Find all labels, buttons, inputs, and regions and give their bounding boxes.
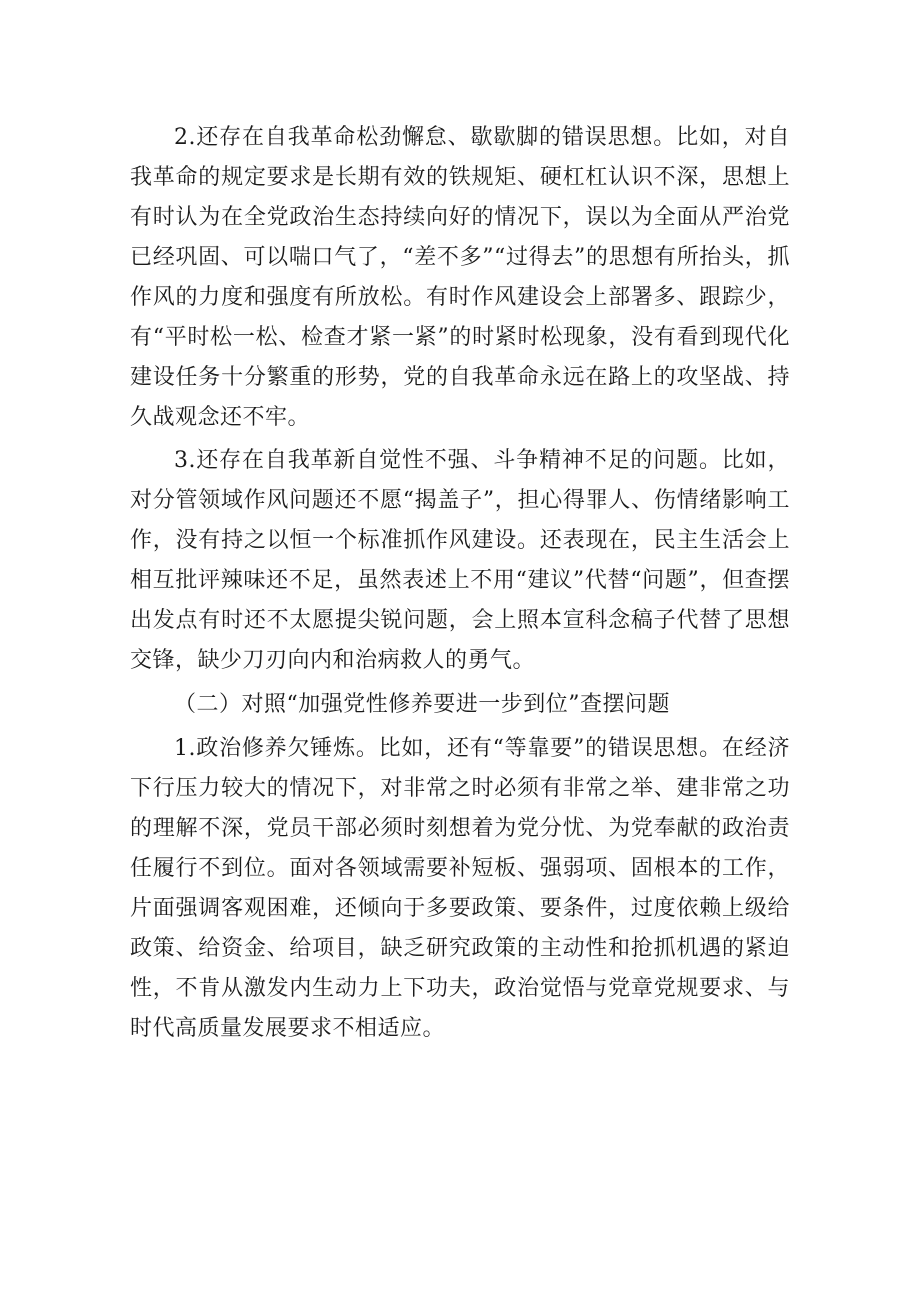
paragraph-item-1: 1.政治修养欠锤炼。比如，还有“等靠要”的错误思想。在经济下行压力较大的情况下，对非常之时必须有非常之举、建非常之功的理解不深，党员干部必须时刻想着为党分忧、为党奉献的政治责任履行不到位。面对各领域需要补短板、强弱项、固根本的工作，片面强调客观困难，还倾向于多要政策、要条件，过度依赖上级给政策、给资金、给项目，缺乏研究政策的主动性和抢抓机遇的紧迫性，不肯从激发内生动力上下功夫，政治觉悟与党章党规要求、与时代高质量发展要求不相适应。 [130,736,790,1041]
paragraph-item-3: 3.还存在自我革新自觉性不强、斗争精神不足的问题。比如，对分管领域作风问题还不愿“揭盖子”，担心得罪人、伤情绪影响工作，没有持之以恒一个标准抓作风建设。还表现在，民主生活会上相互批评辣味还不足，虽然表述上不用“建议”代替“问题”，但查摆出发点有时还不太愿提尖锐问题，会上照本宣科念稿子代替了思想交锋，缺少刀刃向内和治病救人的勇气。 [130,448,790,673]
paragraph-item-2: 2.还存在自我革命松劲懈怠、歇歇脚的错误思想。比如，对自我革命的规定要求是长期有效的铁规矩、硬杠杠认识不深，思想上有时认为在全党政治生态持续向好的情况下，误以为全面从严治党已经巩固、可以喘口气了，“差不多”“过得去”的思想有所抬头，抓作风的力度和强度有所放松。有时作风建设会上部署多、跟踪少，有“平时松一松、检查才紧一紧”的时紧时松现象，没有看到现代化建设任务十分繁重的形势，党的自我革命永远在路上的攻坚战、持久战观念还不牢。 [130,125,790,430]
document-body [130,118,790,1049]
section-heading-2: （二）对照“加强党性修养要进一步到位”查摆问题 [174,692,670,717]
